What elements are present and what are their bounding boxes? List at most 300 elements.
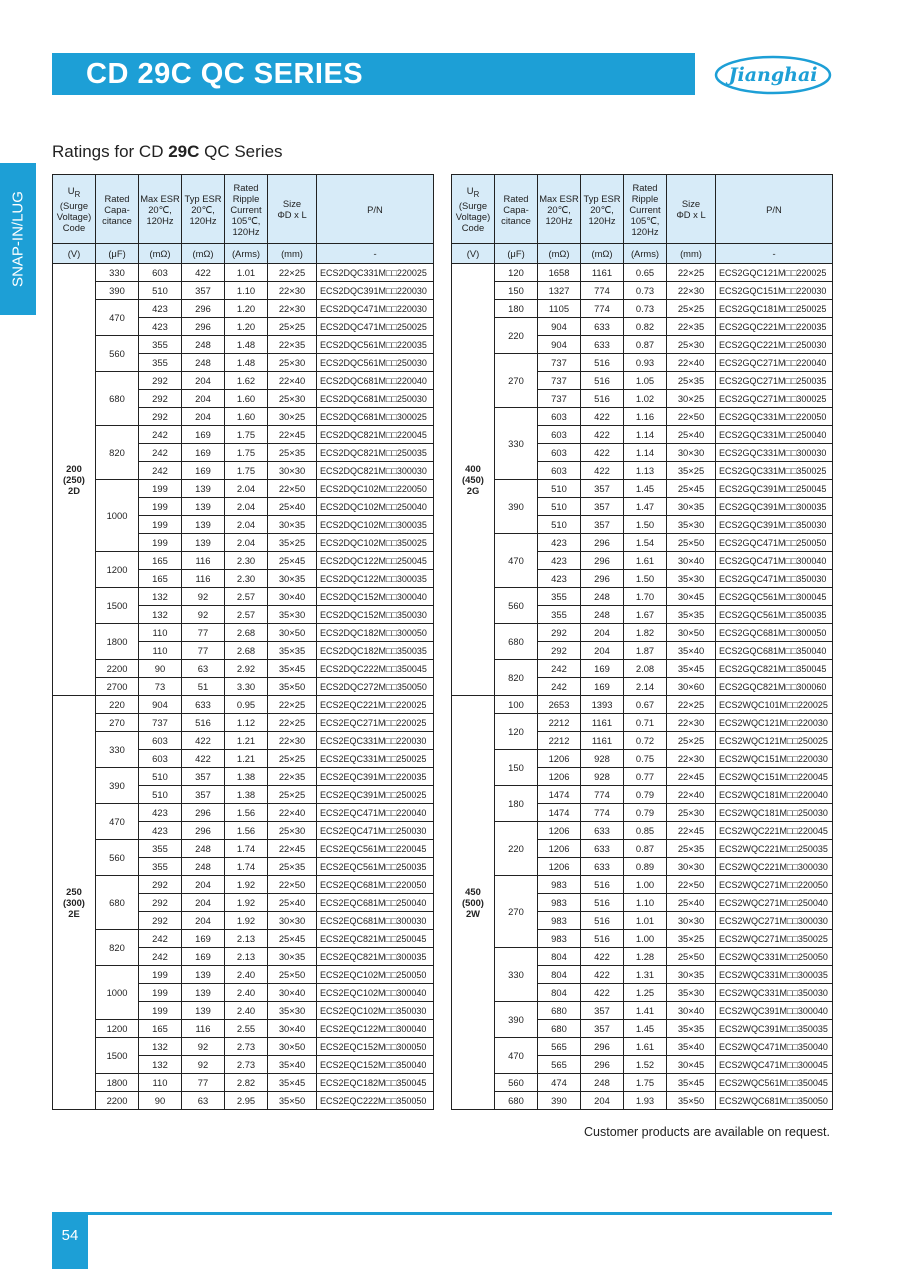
- ripple-current-cell: 1.50: [624, 516, 667, 534]
- capacitance-cell: 560: [96, 840, 139, 876]
- ripple-current-cell: 1.70: [624, 588, 667, 606]
- typ-esr-cell: 92: [182, 606, 225, 624]
- part-number-cell: ECS2WQC221M□□300030: [716, 858, 833, 876]
- table-row: [53, 1092, 434, 1110]
- ripple-current-cell: 2.73: [225, 1056, 268, 1074]
- size-cell: 25×50: [667, 948, 716, 966]
- footer-divider: [52, 1212, 832, 1215]
- size-cell: 30×30: [667, 912, 716, 930]
- typ-esr-cell: 204: [581, 642, 624, 660]
- table-row: [53, 714, 434, 732]
- unit-cell: (mΩ): [182, 244, 225, 264]
- availability-note: Customer products are available on request.: [584, 1125, 830, 1139]
- part-number-cell: ECS2DQC152M□□350030: [317, 606, 434, 624]
- part-number-cell: ECS2WQC221M□□220045: [716, 822, 833, 840]
- size-cell: 22×40: [268, 804, 317, 822]
- size-cell: 22×25: [667, 696, 716, 714]
- max-esr-cell: 603: [538, 462, 581, 480]
- ripple-current-cell: 1.12: [225, 714, 268, 732]
- ripple-current-cell: 1.45: [624, 480, 667, 498]
- ripple-current-cell: 2.95: [225, 1092, 268, 1110]
- part-number-cell: ECS2DQC182M□□300050: [317, 624, 434, 642]
- ripple-current-cell: 0.87: [624, 840, 667, 858]
- typ-esr-cell: 248: [581, 606, 624, 624]
- max-esr-cell: 603: [139, 750, 182, 768]
- capacitance-cell: 100: [495, 696, 538, 714]
- ripple-current-cell: 0.85: [624, 822, 667, 840]
- capacitance-cell: 560: [495, 1074, 538, 1092]
- typ-esr-cell: 204: [581, 624, 624, 642]
- max-esr-cell: 355: [139, 858, 182, 876]
- ripple-current-cell: 1.13: [624, 462, 667, 480]
- typ-esr-cell: 296: [182, 822, 225, 840]
- typ-esr-cell: 92: [182, 1038, 225, 1056]
- part-number-cell: ECS2GQC271M□□300025: [716, 390, 833, 408]
- col-header-ripple: Rated Ripple Current 105℃, 120Hz: [225, 175, 268, 244]
- ripple-current-cell: 2.13: [225, 948, 268, 966]
- max-esr-cell: 199: [139, 480, 182, 498]
- typ-esr-cell: 248: [182, 858, 225, 876]
- ripple-current-cell: 1.75: [624, 1074, 667, 1092]
- ripple-current-cell: 1.93: [624, 1092, 667, 1110]
- table-row: [53, 660, 434, 678]
- max-esr-cell: 199: [139, 1002, 182, 1020]
- max-esr-cell: 292: [538, 642, 581, 660]
- part-number-cell: ECS2DQC391M□□220030: [317, 282, 434, 300]
- typ-esr-cell: 422: [581, 984, 624, 1002]
- table-row: [452, 1038, 833, 1056]
- ripple-current-cell: 3.30: [225, 678, 268, 696]
- part-number-cell: ECS2GQC391M□□350030: [716, 516, 833, 534]
- typ-esr-cell: 516: [581, 912, 624, 930]
- capacitance-cell: 1800: [96, 624, 139, 660]
- max-esr-cell: 355: [139, 840, 182, 858]
- size-cell: 25×45: [268, 552, 317, 570]
- typ-esr-cell: 633: [581, 318, 624, 336]
- capacitance-cell: 820: [495, 660, 538, 696]
- typ-esr-cell: 774: [581, 300, 624, 318]
- ripple-current-cell: 2.40: [225, 1002, 268, 1020]
- max-esr-cell: 110: [139, 1074, 182, 1092]
- size-cell: 35×45: [667, 1074, 716, 1092]
- size-cell: 30×35: [667, 498, 716, 516]
- col-header-size: Size ΦD x L: [667, 175, 716, 244]
- size-cell: 25×35: [268, 444, 317, 462]
- size-cell: 22×30: [667, 714, 716, 732]
- ripple-current-cell: 1.10: [225, 282, 268, 300]
- typ-esr-cell: 357: [182, 786, 225, 804]
- max-esr-cell: 165: [139, 552, 182, 570]
- part-number-cell: ECS2DQC821M□□300030: [317, 462, 434, 480]
- ripple-current-cell: 2.30: [225, 570, 268, 588]
- max-esr-cell: 242: [538, 678, 581, 696]
- size-cell: 35×40: [667, 1038, 716, 1056]
- size-cell: 30×25: [667, 390, 716, 408]
- part-number-cell: ECS2EQC122M□□300040: [317, 1020, 434, 1038]
- max-esr-cell: 2212: [538, 732, 581, 750]
- part-number-cell: ECS2WQC561M□□350045: [716, 1074, 833, 1092]
- typ-esr-cell: 296: [182, 300, 225, 318]
- unit-cell: (Arms): [225, 244, 268, 264]
- voltage-code-cell: 450 (500) 2W: [452, 696, 495, 1110]
- max-esr-cell: 90: [139, 660, 182, 678]
- max-esr-cell: 390: [538, 1092, 581, 1110]
- ripple-current-cell: 1.38: [225, 768, 268, 786]
- part-number-cell: ECS2WQC331M□□350030: [716, 984, 833, 1002]
- typ-esr-cell: 51: [182, 678, 225, 696]
- ripple-current-cell: 1.14: [624, 444, 667, 462]
- part-number-cell: ECS2DQC331M□□220025: [317, 264, 434, 282]
- size-cell: 25×25: [667, 732, 716, 750]
- table-row: [53, 1038, 434, 1056]
- part-number-cell: ECS2EQC681M□□250040: [317, 894, 434, 912]
- size-cell: 30×30: [667, 444, 716, 462]
- col-header-capacitance: Rated Capa- citance: [495, 175, 538, 244]
- part-number-cell: ECS2GQC391M□□250045: [716, 480, 833, 498]
- size-cell: 30×40: [268, 1020, 317, 1038]
- unit-cell: (V): [53, 244, 96, 264]
- part-number-cell: ECS2EQC561M□□250035: [317, 858, 434, 876]
- ripple-current-cell: 2.08: [624, 660, 667, 678]
- part-number-cell: ECS2DQC222M□□350045: [317, 660, 434, 678]
- size-cell: 30×40: [268, 984, 317, 1002]
- capacitance-cell: 120: [495, 714, 538, 750]
- max-esr-cell: 199: [139, 534, 182, 552]
- size-cell: 22×50: [667, 408, 716, 426]
- max-esr-cell: 165: [139, 1020, 182, 1038]
- part-number-cell: ECS2EQC152M□□350040: [317, 1056, 434, 1074]
- ripple-current-cell: 1.92: [225, 876, 268, 894]
- table-row: [452, 1092, 833, 1110]
- typ-esr-cell: 422: [182, 732, 225, 750]
- ripple-current-cell: 1.62: [225, 372, 268, 390]
- capacitance-cell: 330: [96, 264, 139, 282]
- max-esr-cell: 1206: [538, 768, 581, 786]
- max-esr-cell: 1206: [538, 840, 581, 858]
- size-cell: 22×40: [268, 372, 317, 390]
- size-cell: 22×45: [268, 426, 317, 444]
- typ-esr-cell: 248: [182, 336, 225, 354]
- max-esr-cell: 603: [538, 408, 581, 426]
- ripple-current-cell: 1.02: [624, 390, 667, 408]
- max-esr-cell: 2212: [538, 714, 581, 732]
- max-esr-cell: 603: [139, 732, 182, 750]
- part-number-cell: ECS2DQC821M□□250035: [317, 444, 434, 462]
- part-number-cell: ECS2GQC471M□□350030: [716, 570, 833, 588]
- size-cell: 30×30: [268, 462, 317, 480]
- ripple-current-cell: 2.40: [225, 966, 268, 984]
- size-cell: 30×50: [268, 1038, 317, 1056]
- size-cell: 35×30: [667, 984, 716, 1002]
- typ-esr-cell: 248: [182, 354, 225, 372]
- max-esr-cell: 199: [139, 516, 182, 534]
- ripple-current-cell: 1.82: [624, 624, 667, 642]
- ripple-current-cell: 0.71: [624, 714, 667, 732]
- max-esr-cell: 199: [139, 498, 182, 516]
- part-number-cell: ECS2WQC151M□□220030: [716, 750, 833, 768]
- col-header-typ-esr: Typ ESR 20℃, 120Hz: [581, 175, 624, 244]
- page-title: CD 29C QC SERIES: [86, 58, 364, 90]
- ripple-current-cell: 2.04: [225, 534, 268, 552]
- voltage-code-cell: 250 (300) 2E: [53, 696, 96, 1110]
- part-number-cell: ECS2WQC471M□□350040: [716, 1038, 833, 1056]
- ripple-current-cell: 2.73: [225, 1038, 268, 1056]
- table-row: [53, 876, 434, 894]
- part-number-cell: ECS2EQC391M□□220035: [317, 768, 434, 786]
- max-esr-cell: 2653: [538, 696, 581, 714]
- size-cell: 22×30: [268, 732, 317, 750]
- size-cell: 22×30: [667, 282, 716, 300]
- table-row: [53, 282, 434, 300]
- typ-esr-cell: 169: [581, 678, 624, 696]
- max-esr-cell: 242: [538, 660, 581, 678]
- part-number-cell: ECS2GQC331M□□250040: [716, 426, 833, 444]
- typ-esr-cell: 422: [581, 948, 624, 966]
- ripple-current-cell: 1.54: [624, 534, 667, 552]
- part-number-cell: ECS2WQC151M□□220045: [716, 768, 833, 786]
- typ-esr-cell: 296: [581, 570, 624, 588]
- ripple-current-cell: 0.95: [225, 696, 268, 714]
- size-cell: 35×35: [667, 606, 716, 624]
- part-number-cell: ECS2DQC681M□□250030: [317, 390, 434, 408]
- ripple-current-cell: 1.48: [225, 336, 268, 354]
- max-esr-cell: 423: [139, 300, 182, 318]
- typ-esr-cell: 204: [182, 894, 225, 912]
- size-cell: 35×50: [667, 1092, 716, 1110]
- part-number-cell: ECS2GQC151M□□220030: [716, 282, 833, 300]
- ripple-current-cell: 1.48: [225, 354, 268, 372]
- units-row: [452, 244, 833, 264]
- ripple-current-cell: 1.05: [624, 372, 667, 390]
- max-esr-cell: 199: [139, 966, 182, 984]
- table-row: [452, 1074, 833, 1092]
- ripple-current-cell: 1.20: [225, 318, 268, 336]
- unit-cell: (V): [452, 244, 495, 264]
- ripple-current-cell: 0.82: [624, 318, 667, 336]
- max-esr-cell: 355: [139, 336, 182, 354]
- size-cell: 30×30: [268, 912, 317, 930]
- max-esr-cell: 242: [139, 462, 182, 480]
- capacitance-cell: 270: [495, 354, 538, 408]
- max-esr-cell: 423: [139, 822, 182, 840]
- typ-esr-cell: 1161: [581, 264, 624, 282]
- size-cell: 30×30: [667, 858, 716, 876]
- typ-esr-cell: 516: [581, 390, 624, 408]
- size-cell: 25×40: [667, 426, 716, 444]
- size-cell: 25×35: [667, 372, 716, 390]
- ripple-current-cell: 1.41: [624, 1002, 667, 1020]
- part-number-cell: ECS2GQC681M□□300050: [716, 624, 833, 642]
- part-number-cell: ECS2GQC221M□□250030: [716, 336, 833, 354]
- capacitance-cell: 150: [495, 750, 538, 786]
- ripple-current-cell: 0.67: [624, 696, 667, 714]
- unit-cell: (mm): [667, 244, 716, 264]
- ripple-current-cell: 1.56: [225, 804, 268, 822]
- ripple-current-cell: 0.75: [624, 750, 667, 768]
- part-number-cell: ECS2GQC561M□□350035: [716, 606, 833, 624]
- typ-esr-cell: 1161: [581, 732, 624, 750]
- table-row: [53, 1074, 434, 1092]
- max-esr-cell: 132: [139, 606, 182, 624]
- max-esr-cell: 110: [139, 624, 182, 642]
- ripple-current-cell: 1.28: [624, 948, 667, 966]
- part-number-cell: ECS2EQC391M□□250025: [317, 786, 434, 804]
- typ-esr-cell: 204: [182, 372, 225, 390]
- ripple-current-cell: 2.68: [225, 624, 268, 642]
- size-cell: 35×30: [667, 516, 716, 534]
- ripple-current-cell: 1.92: [225, 894, 268, 912]
- size-cell: 22×30: [667, 750, 716, 768]
- ripple-current-cell: 2.30: [225, 552, 268, 570]
- voltage-code-cell: 200 (250) 2D: [53, 264, 96, 696]
- ripple-current-cell: 1.60: [225, 408, 268, 426]
- size-cell: 25×40: [268, 894, 317, 912]
- max-esr-cell: 904: [139, 696, 182, 714]
- max-esr-cell: 90: [139, 1092, 182, 1110]
- size-cell: 25×35: [667, 840, 716, 858]
- ripple-current-cell: 2.57: [225, 588, 268, 606]
- size-cell: 30×40: [667, 552, 716, 570]
- part-number-cell: ECS2WQC181M□□250030: [716, 804, 833, 822]
- typ-esr-cell: 774: [581, 786, 624, 804]
- typ-esr-cell: 116: [182, 552, 225, 570]
- part-number-cell: ECS2WQC271M□□300030: [716, 912, 833, 930]
- typ-esr-cell: 516: [581, 354, 624, 372]
- typ-esr-cell: 63: [182, 660, 225, 678]
- capacitance-cell: 680: [495, 624, 538, 660]
- typ-esr-cell: 204: [182, 390, 225, 408]
- capacitance-cell: 560: [96, 336, 139, 372]
- capacitance-cell: 270: [96, 714, 139, 732]
- size-cell: 30×60: [667, 678, 716, 696]
- part-number-cell: ECS2DQC182M□□350035: [317, 642, 434, 660]
- size-cell: 30×40: [268, 588, 317, 606]
- ripple-current-cell: 0.73: [624, 300, 667, 318]
- table-row: [452, 588, 833, 606]
- capacitance-cell: 820: [96, 930, 139, 966]
- section-title: [52, 142, 283, 162]
- table-row: [53, 300, 434, 318]
- capacitance-cell: 1500: [96, 1038, 139, 1074]
- size-cell: 25×45: [268, 930, 317, 948]
- max-esr-cell: 1658: [538, 264, 581, 282]
- col-header-ripple: Rated Ripple Current 105℃, 120Hz: [624, 175, 667, 244]
- size-cell: 30×45: [667, 588, 716, 606]
- section-title-suffix: QC Series: [199, 142, 283, 161]
- max-esr-cell: 1206: [538, 750, 581, 768]
- typ-esr-cell: 92: [182, 1056, 225, 1074]
- ripple-current-cell: 2.92: [225, 660, 268, 678]
- typ-esr-cell: 169: [182, 930, 225, 948]
- part-number-cell: ECS2WQC121M□□250025: [716, 732, 833, 750]
- col-header-size: Size ΦD x L: [268, 175, 317, 244]
- ripple-current-cell: 2.04: [225, 480, 268, 498]
- table-row: [53, 678, 434, 696]
- max-esr-cell: 804: [538, 948, 581, 966]
- part-number-cell: ECS2WQC271M□□250040: [716, 894, 833, 912]
- size-cell: 22×30: [268, 282, 317, 300]
- capacitance-cell: 390: [495, 1002, 538, 1038]
- size-cell: 22×25: [268, 264, 317, 282]
- max-esr-cell: 603: [139, 264, 182, 282]
- size-cell: 35×25: [667, 462, 716, 480]
- max-esr-cell: 355: [538, 588, 581, 606]
- max-esr-cell: 292: [139, 390, 182, 408]
- typ-esr-cell: 774: [581, 804, 624, 822]
- ripple-current-cell: 2.04: [225, 516, 268, 534]
- capacitance-cell: 270: [495, 876, 538, 948]
- part-number-cell: ECS2DQC102M□□220050: [317, 480, 434, 498]
- max-esr-cell: 110: [139, 642, 182, 660]
- typ-esr-cell: 139: [182, 534, 225, 552]
- max-esr-cell: 292: [139, 912, 182, 930]
- size-cell: 22×25: [667, 264, 716, 282]
- title-banner: [52, 53, 695, 95]
- ripple-current-cell: 1.74: [225, 858, 268, 876]
- max-esr-cell: 423: [538, 534, 581, 552]
- part-number-cell: ECS2GQC221M□□220035: [716, 318, 833, 336]
- typ-esr-cell: 1161: [581, 714, 624, 732]
- unit-cell: (Arms): [624, 244, 667, 264]
- part-number-cell: ECS2DQC471M□□220030: [317, 300, 434, 318]
- size-cell: 22×40: [667, 354, 716, 372]
- page-number: 54: [61, 1227, 79, 1244]
- typ-esr-cell: 296: [581, 534, 624, 552]
- col-header-max-esr: Max ESR 20℃, 120Hz: [538, 175, 581, 244]
- max-esr-cell: 804: [538, 984, 581, 1002]
- typ-esr-cell: 204: [581, 1092, 624, 1110]
- size-cell: 25×25: [268, 750, 317, 768]
- max-esr-cell: 904: [538, 318, 581, 336]
- max-esr-cell: 1206: [538, 822, 581, 840]
- col-header-typ-esr: Typ ESR 20℃, 120Hz: [182, 175, 225, 244]
- typ-esr-cell: 296: [581, 1038, 624, 1056]
- part-number-cell: ECS2GQC271M□□250035: [716, 372, 833, 390]
- ripple-current-cell: 1.21: [225, 732, 268, 750]
- size-cell: 35×25: [268, 534, 317, 552]
- size-cell: 25×30: [268, 822, 317, 840]
- size-cell: 35×45: [268, 1074, 317, 1092]
- typ-esr-cell: 116: [182, 570, 225, 588]
- ripple-current-cell: 1.75: [225, 444, 268, 462]
- size-cell: 25×25: [268, 786, 317, 804]
- typ-esr-cell: 77: [182, 1074, 225, 1092]
- max-esr-cell: 680: [538, 1002, 581, 1020]
- part-number-cell: ECS2EQC331M□□250025: [317, 750, 434, 768]
- part-number-cell: ECS2EQC681M□□220050: [317, 876, 434, 894]
- ripple-current-cell: 1.20: [225, 300, 268, 318]
- typ-esr-cell: 422: [581, 426, 624, 444]
- col-header-capacitance: Rated Capa- citance: [96, 175, 139, 244]
- typ-esr-cell: 633: [581, 840, 624, 858]
- ripple-current-cell: 1.45: [624, 1020, 667, 1038]
- unit-cell: (mm): [268, 244, 317, 264]
- max-esr-cell: 292: [139, 408, 182, 426]
- size-cell: 30×35: [268, 516, 317, 534]
- table-row: [53, 552, 434, 570]
- capacitance-cell: 680: [96, 876, 139, 930]
- size-cell: 22×45: [268, 840, 317, 858]
- typ-esr-cell: 422: [182, 264, 225, 282]
- part-number-cell: ECS2GQC821M□□350045: [716, 660, 833, 678]
- unit-cell: -: [716, 244, 833, 264]
- typ-esr-cell: 139: [182, 498, 225, 516]
- capacitance-cell: 150: [495, 282, 538, 300]
- typ-esr-cell: 92: [182, 588, 225, 606]
- table-row: [452, 300, 833, 318]
- table-row: [452, 876, 833, 894]
- size-cell: 35×35: [268, 642, 317, 660]
